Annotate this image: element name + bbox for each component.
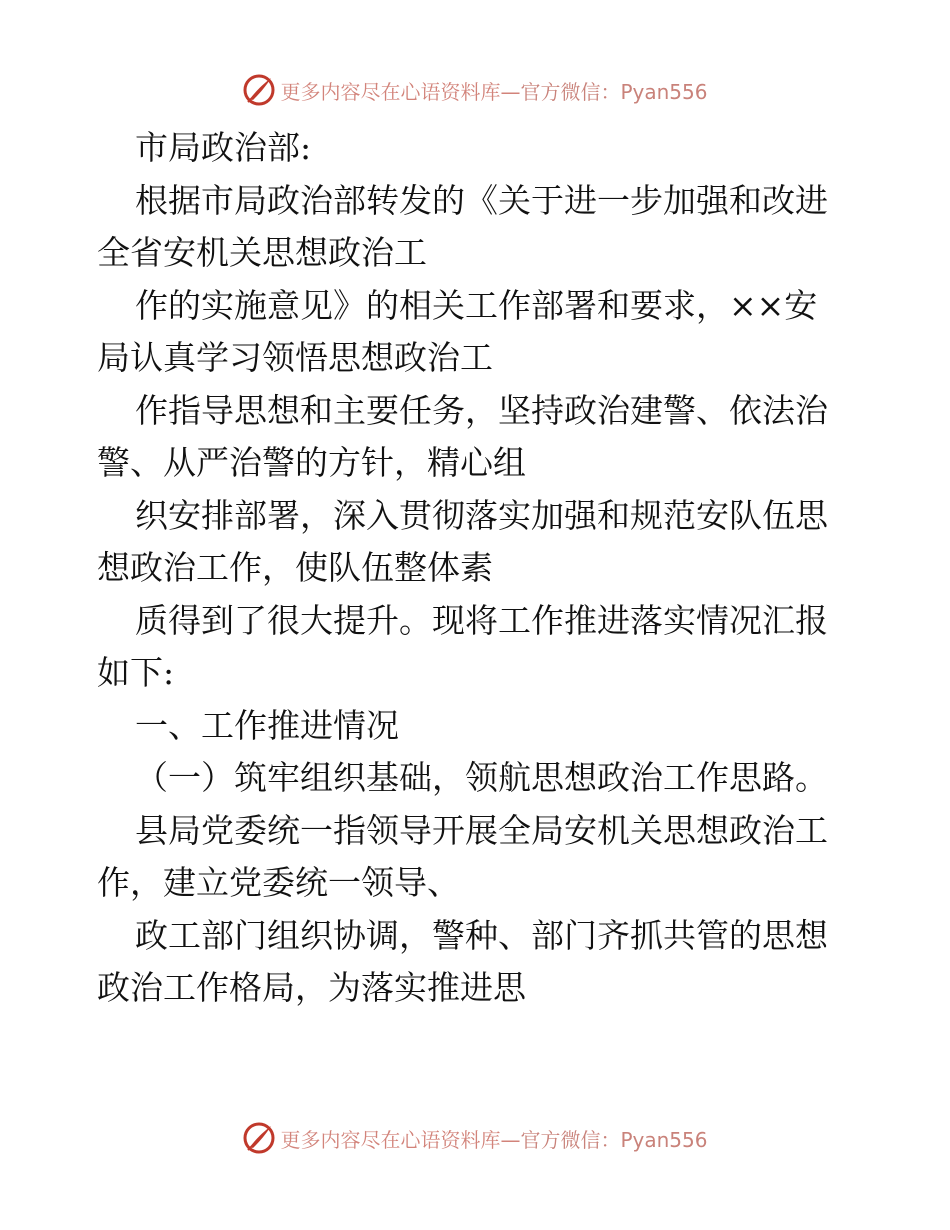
paragraph-line: 质得到了很大提升。现将工作推进落实情况汇报 — [135, 600, 828, 640]
paragraph-line: 如下: — [97, 653, 175, 692]
watermark-main: 更多内容尽在心语资料库 — [280, 1127, 501, 1152]
section-heading: 一、工作推进情况 — [135, 705, 399, 745]
watermark-contact: 官方微信：Pyan556 — [520, 79, 708, 104]
document-body — [97, 122, 857, 1015]
paragraph-line: 作的实施意见》的相关工作部署和要求，××安 — [135, 285, 818, 325]
header-watermark — [0, 70, 950, 110]
paragraph-line: 县局党委统一指领导开展全局安机关思想政治工 — [135, 810, 828, 850]
watermark-dash: — — [500, 1127, 521, 1152]
paragraph-line: 织安排部署，深入贯彻落实加强和规范安队伍思 — [135, 495, 828, 535]
paragraph-line: 作，建立党委统一领导、 — [97, 863, 460, 902]
watermark-text — [280, 76, 707, 105]
paragraph-line: 局认真学习领悟思想政治工 — [97, 338, 493, 377]
watermark-dash: — — [500, 79, 521, 104]
paragraph-line: 作指导思想和主要任务，坚持政治建警、依法治 — [135, 390, 828, 430]
footer-watermark — [0, 1118, 950, 1158]
salutation: 市局政治部: — [135, 128, 312, 167]
paragraph-line: 全省安机关思想政治工 — [97, 233, 427, 272]
paragraph-line: 根据市局政治部转发的《关于进一步加强和改进 — [135, 180, 828, 220]
paragraph-line: 警、从严治警的方针，精心组 — [97, 443, 526, 482]
quill-logo-icon — [242, 73, 276, 107]
quill-logo-icon — [242, 1121, 276, 1155]
watermark-main: 更多内容尽在心语资料库 — [280, 79, 501, 104]
subsection-heading: （一）筑牢组织基础，领航思想政治工作思路。 — [135, 758, 828, 797]
paragraph-line: 政工部门组织协调，警种、部门齐抓共管的思想 — [135, 915, 828, 955]
paragraph-line: 想政治工作，使队伍整体素 — [97, 548, 493, 587]
paragraph-line: 政治工作格局，为落实推进思 — [97, 968, 526, 1007]
watermark-contact: 官方微信：Pyan556 — [520, 1127, 708, 1152]
watermark-text — [280, 1124, 707, 1153]
